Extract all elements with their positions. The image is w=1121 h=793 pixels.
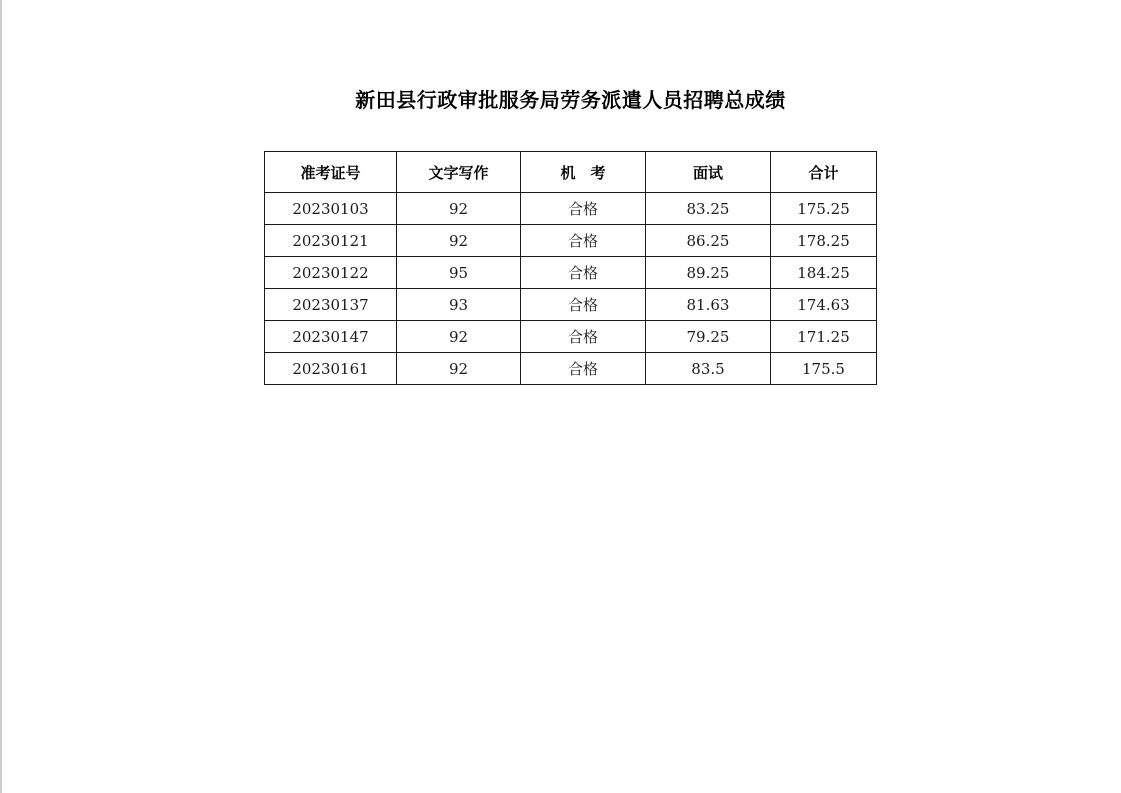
- total-score-cell: 184.25: [771, 257, 877, 289]
- header-exam-id: 准考证号: [265, 152, 397, 193]
- interview-score-cell: 83.5: [646, 353, 771, 385]
- writing-score-cell: 92: [397, 321, 521, 353]
- header-writing: 文字写作: [397, 152, 521, 193]
- page-left-edge: [0, 0, 2, 793]
- total-score-cell: 174.63: [771, 289, 877, 321]
- exam-id-cell: 20230103: [265, 193, 397, 225]
- writing-score-cell: 92: [397, 353, 521, 385]
- table-row: [265, 321, 877, 353]
- header-total: 合计: [771, 152, 877, 193]
- exam-id-cell: 20230137: [265, 289, 397, 321]
- table-row: [265, 193, 877, 225]
- interview-score-cell: 79.25: [646, 321, 771, 353]
- writing-score-cell: 93: [397, 289, 521, 321]
- computer-test-cell: 合格: [521, 321, 646, 353]
- total-score-cell: 171.25: [771, 321, 877, 353]
- interview-score-cell: 83.25: [646, 193, 771, 225]
- table-row: [265, 353, 877, 385]
- document-title: 新田县行政审批服务局劳务派遣人员招聘总成绩: [355, 88, 786, 112]
- total-score-cell: 175.5: [771, 353, 877, 385]
- exam-id-cell: 20230161: [265, 353, 397, 385]
- interview-score-cell: 86.25: [646, 225, 771, 257]
- total-score-cell: 175.25: [771, 193, 877, 225]
- table-header-row: [265, 152, 877, 193]
- scores-table: [264, 151, 877, 385]
- writing-score-cell: 92: [397, 225, 521, 257]
- computer-test-cell: 合格: [521, 289, 646, 321]
- exam-id-cell: 20230147: [265, 321, 397, 353]
- computer-test-cell: 合格: [521, 193, 646, 225]
- exam-id-cell: 20230122: [265, 257, 397, 289]
- total-score-cell: 178.25: [771, 225, 877, 257]
- exam-id-cell: 20230121: [265, 225, 397, 257]
- computer-test-cell: 合格: [521, 225, 646, 257]
- interview-score-cell: 89.25: [646, 257, 771, 289]
- table-row: [265, 289, 877, 321]
- computer-test-cell: 合格: [521, 353, 646, 385]
- table-row: [265, 257, 877, 289]
- computer-test-cell: 合格: [521, 257, 646, 289]
- header-computer-test: 机 考: [521, 152, 646, 193]
- writing-score-cell: 95: [397, 257, 521, 289]
- table-row: [265, 225, 877, 257]
- writing-score-cell: 92: [397, 193, 521, 225]
- interview-score-cell: 81.63: [646, 289, 771, 321]
- header-interview: 面试: [646, 152, 771, 193]
